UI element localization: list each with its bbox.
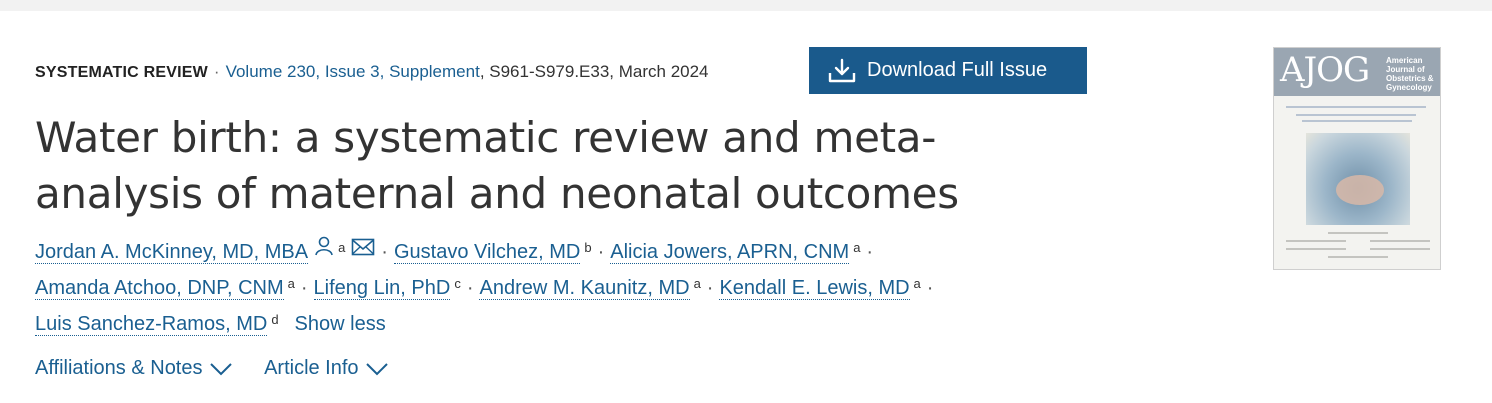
chevron-down-icon [209, 362, 233, 376]
author-line-2 [35, 270, 1035, 306]
affiliations-label: Affiliations & Notes [35, 357, 203, 379]
download-icon [827, 58, 857, 84]
journal-cover-image[interactable] [1273, 47, 1441, 270]
author-line-3 [35, 306, 1035, 342]
cover-text-line [1302, 120, 1412, 122]
cover-artwork-figure [1336, 175, 1384, 205]
pages-date: , S961-S979.E33, March 2024 [479, 62, 709, 81]
top-bar [0, 0, 1492, 11]
cover-text-line [1296, 114, 1416, 116]
chevron-down-icon [365, 362, 389, 376]
affiliation-sup: d [271, 312, 279, 327]
email-icon[interactable] [351, 232, 375, 268]
cover-text-line [1328, 256, 1388, 258]
author-separator: · [381, 241, 388, 263]
cover-logo: AJOG [1280, 50, 1370, 90]
author-link[interactable]: Kendall E. Lewis, MD [719, 277, 910, 299]
affiliation-sup: a [338, 240, 346, 255]
affiliation-sup: a [287, 276, 295, 291]
cover-subtitle: American Journal of Obstetrics & Gynecology [1386, 56, 1434, 92]
author-separator: · [706, 277, 714, 299]
author-separator: · [597, 241, 605, 263]
author-link[interactable]: Luis Sanchez-Ramos, MD [35, 313, 268, 335]
article-type: SYSTEMATIC REVIEW [35, 64, 208, 81]
affiliation-sup: b [584, 240, 592, 255]
cover-text-line [1370, 248, 1430, 250]
author-link[interactable]: Jordan A. McKinney, MD, MBA [35, 241, 309, 263]
author-link[interactable]: Andrew M. Kaunitz, MD [479, 277, 690, 299]
article-info-label: Article Info [264, 357, 359, 379]
issue-link[interactable]: Volume 230, Issue 3, Supplement [225, 62, 480, 81]
article-toggles [35, 357, 415, 380]
cover-text-line [1286, 240, 1346, 242]
article-title: Water birth: a systematic review and meta-analysis of maternal and neonatal outcomes [35, 113, 959, 218]
author-separator: · [926, 277, 934, 299]
cover-text-line [1328, 232, 1388, 234]
show-less-button[interactable]: Show less [294, 313, 386, 335]
affiliation-sup: a [853, 240, 861, 255]
author-separator: · [300, 277, 308, 299]
author-link[interactable]: Alicia Jowers, APRN, CNM [610, 241, 850, 263]
cover-text-line [1286, 248, 1346, 250]
author-link[interactable]: Amanda Atchoo, DNP, CNM [35, 277, 284, 299]
cover-artwork [1306, 133, 1410, 225]
affiliation-sup: a [693, 276, 701, 291]
download-button-label: Download Full Issue [867, 59, 1048, 81]
affiliations-toggle[interactable] [35, 357, 233, 380]
affiliation-sup: c [454, 276, 461, 291]
article-info-toggle[interactable] [264, 357, 388, 380]
cover-text-line [1286, 106, 1426, 108]
cover-text-line [1370, 240, 1430, 242]
author-list [35, 234, 1035, 342]
author-separator: · [866, 241, 874, 263]
author-link[interactable]: Gustavo Vilchez, MD [393, 241, 581, 263]
meta-separator: · [213, 62, 220, 81]
affiliation-sup: a [913, 276, 921, 291]
cover-header [1274, 48, 1440, 96]
download-full-issue-button[interactable] [809, 47, 1087, 94]
author-line-1 [35, 234, 1035, 270]
author-link[interactable]: Lifeng Lin, PhD [313, 277, 451, 299]
author-separator: · [466, 277, 474, 299]
article-meta [35, 62, 709, 82]
person-icon[interactable] [314, 232, 334, 268]
